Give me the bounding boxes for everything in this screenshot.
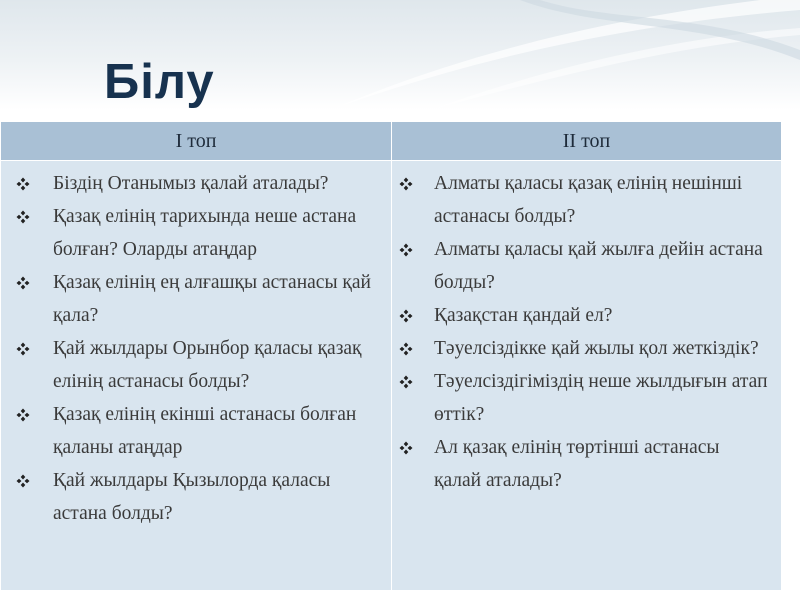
- question-text: Алматы қаласы қазақ елінің нешінші астанасы болды?: [434, 173, 743, 227]
- diamond-bullet-icon: [15, 167, 31, 200]
- question-text: Алматы қаласы қай жылға дейін астана болды?: [434, 239, 763, 293]
- diamond-bullet-icon: [398, 167, 414, 200]
- list-item: [392, 167, 781, 233]
- list-item: [1, 266, 391, 332]
- header-group-2: II топ: [392, 122, 782, 161]
- list-item: [392, 299, 781, 332]
- group-2-questions: [392, 167, 781, 497]
- diamond-bullet-icon: [15, 398, 31, 431]
- list-item: [1, 398, 391, 464]
- question-text: Қай жылдары Орынбор қаласы қазақ елінің астанасы болды?: [53, 338, 362, 392]
- question-text: Қай жылдары Қызылорда қаласы астана болды?: [53, 470, 331, 524]
- question-text: Қазақ елінің тарихында неше астана болған? Оларды атаңдар: [53, 206, 357, 260]
- question-text: Тәуелсіздікке қай жылы қол жеткіздік?: [434, 338, 759, 359]
- list-item: [392, 365, 781, 431]
- list-item: [1, 200, 391, 266]
- diamond-bullet-icon: [398, 233, 414, 266]
- list-item: [1, 167, 391, 200]
- question-text: Қазақстан қандай ел?: [434, 305, 613, 326]
- diamond-bullet-icon: [398, 332, 414, 365]
- list-item: [1, 332, 391, 398]
- list-item: [1, 464, 391, 530]
- group-1-cell: [1, 161, 392, 591]
- diamond-bullet-icon: [398, 431, 414, 464]
- diamond-bullet-icon: [398, 299, 414, 332]
- diamond-bullet-icon: [398, 365, 414, 398]
- list-item: [392, 431, 781, 497]
- question-text: Қазақ елінің ең алғашқы астанасы қай қала?: [53, 272, 371, 326]
- list-item: [392, 332, 781, 365]
- question-text: Тәуелсіздігіміздің неше жылдығын атап өттік?: [434, 371, 768, 425]
- diamond-bullet-icon: [15, 464, 31, 497]
- diamond-bullet-icon: [15, 200, 31, 233]
- question-text: Ал қазақ елінің төртінші астанасы қалай аталады?: [434, 437, 720, 491]
- page-title: Білу: [104, 55, 215, 109]
- diamond-bullet-icon: [15, 266, 31, 299]
- header-group-1: I топ: [1, 122, 392, 161]
- group-1-questions: [1, 167, 391, 530]
- diamond-bullet-icon: [15, 332, 31, 365]
- question-text: Біздің Отанымыз қалай аталады?: [53, 173, 329, 194]
- list-item: [392, 233, 781, 299]
- question-text: Қазақ елінің екінші астанасы болған қаланы атаңдар: [53, 404, 357, 458]
- questions-table: [0, 121, 782, 591]
- group-2-cell: [392, 161, 782, 591]
